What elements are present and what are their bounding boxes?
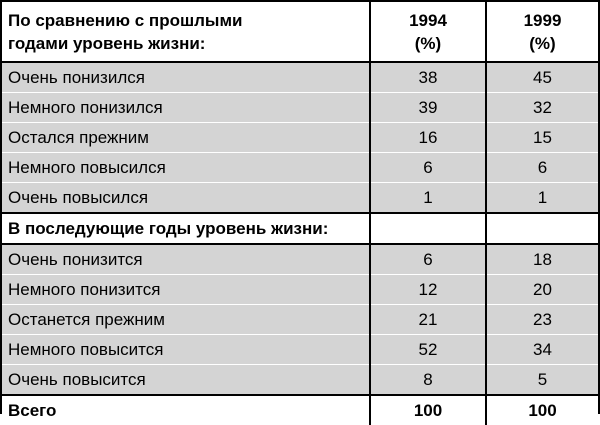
row-label: Очень повысился: [2, 183, 370, 214]
value-1999: 20: [486, 275, 598, 305]
living-standard-table: [2, 2, 598, 425]
value-1994: 12: [370, 275, 486, 305]
table-row: [2, 275, 598, 305]
value-1999: 5: [486, 365, 598, 396]
value-1994: 6: [370, 153, 486, 183]
table-row: [2, 244, 598, 275]
total-label: Всего: [2, 395, 370, 425]
header-year-1994: [370, 3, 486, 63]
total-row: [2, 395, 598, 425]
value-1994: 8: [370, 365, 486, 396]
header-year-1999: [486, 3, 598, 63]
value-1994: 1: [370, 183, 486, 214]
row-label: Немного повысится: [2, 335, 370, 365]
value-1994: 16: [370, 123, 486, 153]
value-1994: 21: [370, 305, 486, 335]
value-1994: 52: [370, 335, 486, 365]
value-1999: 15: [486, 123, 598, 153]
row-label: Очень понизился: [2, 62, 370, 93]
value-1999: 34: [486, 335, 598, 365]
total-1999: 100: [486, 395, 598, 425]
value-1999: 1: [486, 183, 598, 214]
value-1999: 18: [486, 244, 598, 275]
value-1994: 39: [370, 93, 486, 123]
section-header-future: В последующие годы уровень жизни:: [2, 213, 370, 244]
header-question-line1: По сравнению с прошлыми: [8, 11, 243, 30]
table-row: [2, 153, 598, 183]
row-label: Очень понизится: [2, 244, 370, 275]
section-header-row: [2, 213, 598, 244]
value-1999: 45: [486, 62, 598, 93]
row-label: Останется прежним: [2, 305, 370, 335]
row-label: Остался прежним: [2, 123, 370, 153]
header-year-1994-unit: (%): [414, 34, 442, 53]
row-label: Немного понизился: [2, 93, 370, 123]
table-row: [2, 123, 598, 153]
header-year-1999-label: 1999: [523, 11, 562, 30]
value-1994: 38: [370, 62, 486, 93]
table-row: [2, 183, 598, 214]
value-1999: 6: [486, 153, 598, 183]
row-label: Немного повысился: [2, 153, 370, 183]
table-row: [2, 335, 598, 365]
table-row: [2, 62, 598, 93]
value-1999: 23: [486, 305, 598, 335]
header-year-1999-unit: (%): [529, 34, 556, 53]
value-1999: 32: [486, 93, 598, 123]
table-row: [2, 93, 598, 123]
section-empty-cell: [486, 213, 598, 244]
header-question-line2: годами уровень жизни:: [8, 34, 206, 53]
value-1994: 6: [370, 244, 486, 275]
section-empty-cell: [370, 213, 486, 244]
header-question: [2, 3, 370, 63]
total-1994: 100: [370, 395, 486, 425]
table-header-row: [2, 3, 598, 63]
header-year-1994-label: 1994: [409, 11, 447, 30]
table-row: [2, 365, 598, 396]
row-label: Немного понизится: [2, 275, 370, 305]
table-row: [2, 305, 598, 335]
row-label: Очень повысится: [2, 365, 370, 396]
